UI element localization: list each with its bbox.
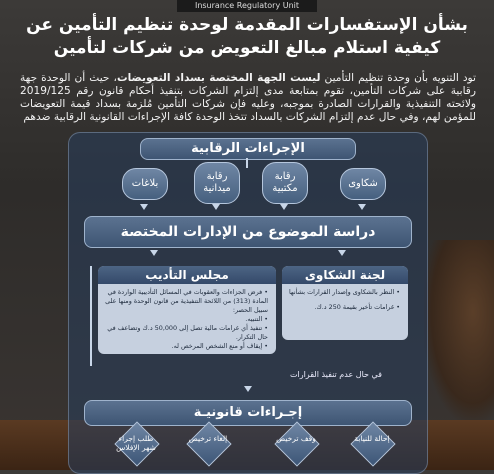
oversight-heading: الإجراءات الرقابية — [140, 138, 356, 160]
arrow-down — [358, 204, 366, 210]
non-compliance-note: في حال عدم تنفيذ القرارات — [289, 370, 382, 379]
gavel-image — [424, 240, 494, 420]
complaints-committee-box — [282, 266, 408, 340]
legal-item-bankruptcy: طلب إجراء شهر الإفلاس — [116, 434, 156, 452]
intro-text-1: تود التنويه بأن وحدة تنظيم التأمين — [320, 72, 476, 84]
pill-reports: بلاغات — [122, 168, 168, 200]
unit-label: Insurance Regulatory Unit — [177, 0, 317, 12]
legal-item-revoke: إلغاء ترخيص — [188, 434, 228, 443]
intro-paragraph — [20, 72, 476, 124]
list-item: • تنفيذ أي غرامات مالية تصل إلى 50,000 د.ك وتضاعف في حال التكرار. — [102, 324, 268, 342]
legal-heading: إجـراءات قانونيـة — [84, 400, 412, 426]
connector — [246, 158, 248, 168]
intro-bold: ليست الجهة المختصة بسداد التعويضات — [116, 72, 321, 84]
pill-complaints: شكاوى — [340, 168, 386, 200]
title-line-1: بشأن الإستفسارات المقدمة لوحدة تنظيم التأمين عن — [26, 15, 468, 35]
pill-field-oversight: رقابة ميدانية — [194, 162, 240, 204]
discipline-list — [98, 284, 276, 351]
disciplinary-board-title: مجلس التأديب — [98, 266, 276, 284]
arrow-down — [212, 204, 220, 210]
list-item: • إيقاف أو منع الشخص المرخص له. — [102, 342, 268, 351]
connector — [90, 266, 92, 366]
title-line-2: كيفية استلام مبالغ التعويض من شركات لتأمين — [53, 38, 441, 58]
list-item: • غرامات تأخير بقيمة 250 د.ك. — [286, 303, 400, 312]
disciplinary-board-box — [98, 266, 276, 354]
arrow-down — [244, 386, 252, 392]
list-item: • فرض الجزاءات والعقوبات في المسائل التأديبية الواردة في المادة (313) من اللائحة التنفيذية من قانون الوحدة ومنها على سبيل الحصر: — [102, 288, 268, 315]
arrow-down — [150, 250, 158, 256]
arrow-down — [140, 204, 148, 210]
legal-item-suspend: وقف ترخيص — [276, 434, 316, 443]
study-heading: دراسة الموضوع من الإدارات المختصة — [84, 216, 412, 248]
complaints-committee-title: لجنة الشكاوى — [282, 266, 408, 284]
intro-text-2: ، حيث أن الوحدة جهة رقابية على شركات التأمين، تقوم بمتابعة مدى إلتزام الشركات بتنفيذ أحكام قانون رقم 2019/125 ولائحته التنفيذية والقرارات الصادرة بموجبه، وعليه فإن شركات التأمين مُلزمة بسداد قيمة التعويضات للمؤمن لهم، وفي حال عدم إلتزام الشركات بالسداد تتخذ الوحدة كافة الإجراءات القانونية الرقابية ضدهم — [20, 72, 476, 123]
page-title — [0, 14, 494, 60]
arrow-down — [338, 250, 346, 256]
pill-desk-oversight: رقابة مكتبية — [262, 162, 308, 204]
list-item: • التنبيه. — [102, 315, 268, 324]
complaints-list — [282, 284, 408, 312]
arrow-down — [280, 204, 288, 210]
list-item: • النظر بالشكاوى وإصدار القرارات بشأنها — [286, 288, 400, 297]
legal-item-referral: إحالة للنيابة — [354, 434, 390, 443]
